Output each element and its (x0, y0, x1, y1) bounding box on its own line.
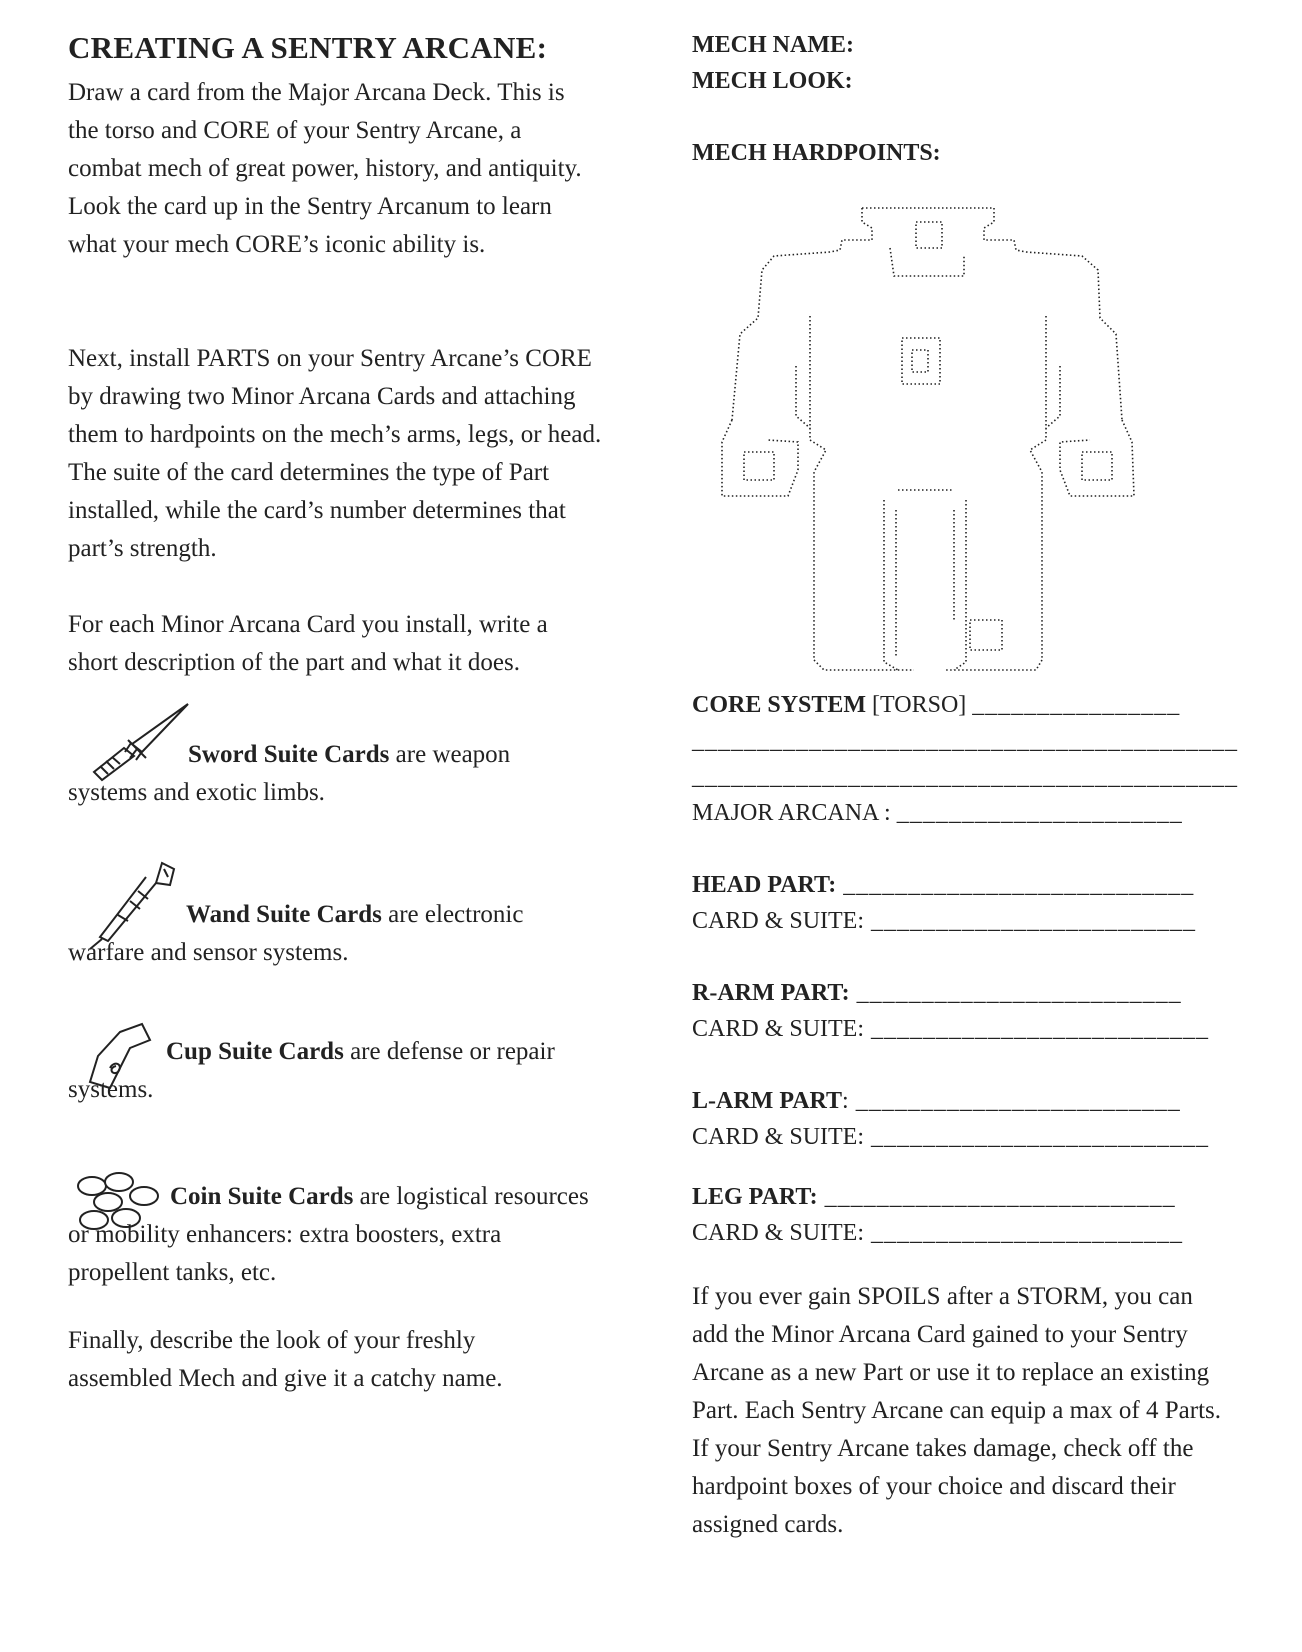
core-system-line-2[interactable]: __________________________________________ (692, 728, 1238, 754)
head-card-suite-field: CARD & SUITE: _________________________ (692, 908, 1197, 934)
cup-suite-text: Cup Suite Cards are defense or repair systems. (68, 1038, 555, 1103)
head-card-suite-input[interactable]: _________________________ (864, 908, 1197, 934)
mech-look-label: MECH LOOK: (692, 68, 853, 94)
l-arm-part-input[interactable]: _________________________ (848, 1088, 1181, 1114)
core-system-input[interactable]: ________________ (972, 692, 1181, 718)
head-part-field: HEAD PART: ___________________________ (692, 872, 1195, 898)
r-arm-card-suite-field: CARD & SUITE: __________________________ (692, 1016, 1210, 1042)
mech-name-label: MECH NAME: (692, 32, 854, 58)
finally-paragraph: Finally, describe the look of your freshly assembled Mech and give it a catchy name. (68, 1327, 503, 1392)
page-title: CREATING A SENTRY ARCANE: (68, 30, 548, 65)
mech-hardpoints-label: MECH HARDPOINTS: (692, 140, 941, 166)
wand-suite-text: Wand Suite Cards are electronic warfare and sensor systems. (68, 901, 524, 966)
describe-paragraph: For each Minor Arcana Card you install, write a short description of the part and what it does. (68, 611, 548, 676)
core-system-field: CORE SYSTEM [TORSO] ________________ (692, 692, 1181, 718)
leg-card-suite-field: CARD & SUITE: ________________________ (692, 1220, 1184, 1246)
r-arm-part-input[interactable]: _________________________ (849, 980, 1182, 1006)
l-arm-card-suite-field: CARD & SUITE: __________________________ (692, 1124, 1210, 1150)
leg-part-input[interactable]: ___________________________ (817, 1184, 1176, 1210)
l-arm-card-suite-input[interactable]: __________________________ (864, 1124, 1210, 1150)
spoils-paragraph: If you ever gain SPOILS after a STORM, you can add the Minor Arcana Card gained to your Sentry Arcane as a new Part or use it to replace an existing Part. Each Sentry Arcane can equip a max of 4 Parts. If your Sentry Arcane takes damage, check off the hardpoint boxes of your choice and discard their assigned cards. (692, 1283, 1221, 1538)
sword-suite-text: Sword Suite Cards are weapon systems and exotic limbs. (68, 741, 511, 806)
major-arcana-field: MAJOR ARCANA : ______________________ (692, 800, 1183, 826)
coin-suite-text: Coin Suite Cards are logistical resources or mobility enhancers: extra boosters, extra propellent tanks, etc. (68, 1183, 589, 1286)
mech-hardpoints-diagram (702, 200, 1142, 710)
r-arm-part-field: R-ARM PART: _________________________ (692, 980, 1182, 1006)
core-system-line-3[interactable]: __________________________________________ (692, 764, 1238, 790)
intro-paragraph: Draw a card from the Major Arcana Deck. This is the torso and CORE of your Sentry Arcane, a combat mech of great power, history, and antiquity. Look the card up in the Sentry Arcanum to learn what your mech CORE’s iconic ability is. (68, 79, 582, 258)
r-arm-card-suite-input[interactable]: __________________________ (864, 1016, 1210, 1042)
leg-part-field: LEG PART: ___________________________ (692, 1184, 1176, 1210)
major-arcana-input[interactable]: ______________________ (896, 800, 1183, 826)
head-part-input[interactable]: ___________________________ (836, 872, 1195, 898)
parts-paragraph: Next, install PARTS on your Sentry Arcane’s CORE by drawing two Minor Arcana Cards and attaching them to hardpoints on the mech’s arms, legs, or head. The suite of the card determines the type of Part installed, while the card’s number determines that part’s strength. (68, 345, 602, 562)
l-arm-part-field: L-ARM PART: _________________________ (692, 1088, 1181, 1114)
leg-card-suite-input[interactable]: ________________________ (864, 1220, 1184, 1246)
